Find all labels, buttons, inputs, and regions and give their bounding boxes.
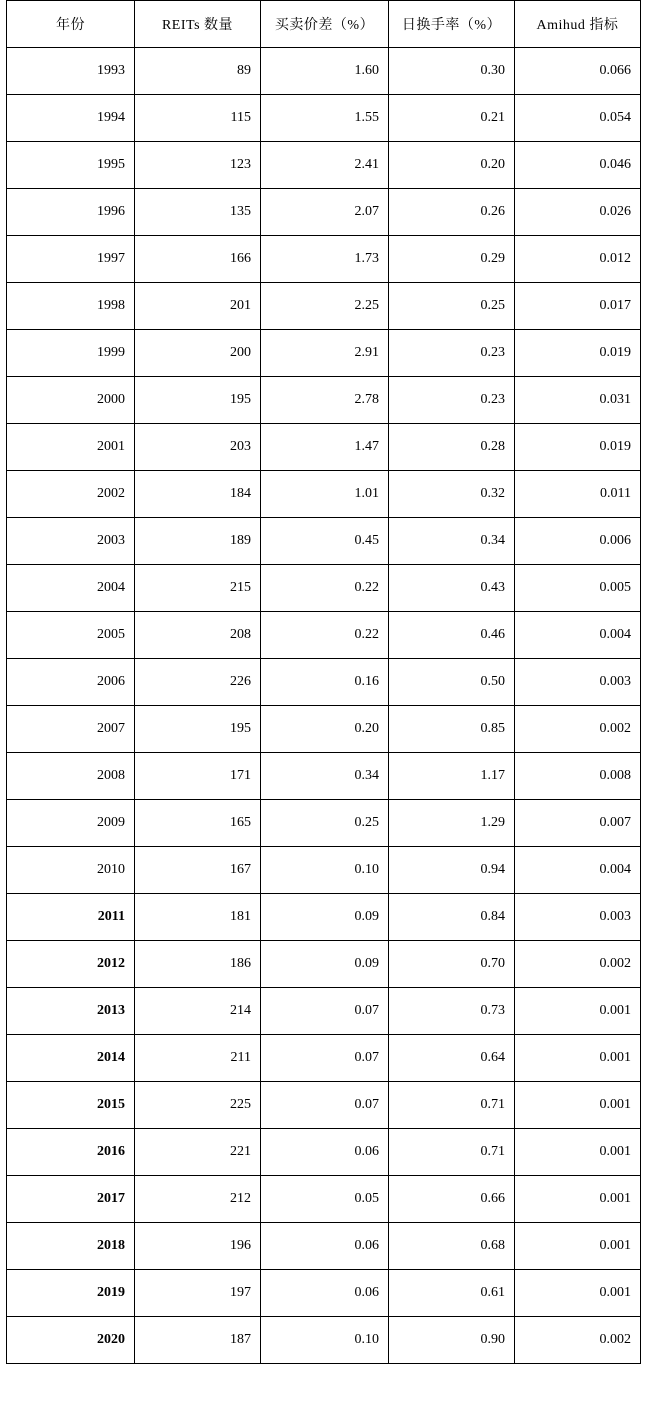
column-header-count: REITs 数量	[135, 1, 261, 48]
cell-turnover: 0.25	[389, 283, 515, 330]
cell-turnover: 0.85	[389, 706, 515, 753]
cell-amihud: 0.046	[515, 142, 641, 189]
cell-turnover: 0.46	[389, 612, 515, 659]
cell-year: 1998	[7, 283, 135, 330]
cell-year: 2001	[7, 424, 135, 471]
cell-count: 189	[135, 518, 261, 565]
table-row	[7, 706, 641, 753]
cell-amihud: 0.026	[515, 189, 641, 236]
cell-count: 208	[135, 612, 261, 659]
cell-amihud: 0.012	[515, 236, 641, 283]
cell-turnover: 0.30	[389, 48, 515, 95]
cell-spread: 0.20	[261, 706, 389, 753]
cell-spread: 0.06	[261, 1270, 389, 1317]
cell-amihud: 0.006	[515, 518, 641, 565]
table-row	[7, 1270, 641, 1317]
cell-year: 2009	[7, 800, 135, 847]
table-row	[7, 894, 641, 941]
cell-count: 166	[135, 236, 261, 283]
table-row	[7, 612, 641, 659]
cell-turnover: 0.68	[389, 1223, 515, 1270]
cell-amihud: 0.001	[515, 988, 641, 1035]
cell-year: 1995	[7, 142, 135, 189]
table-header-row	[7, 1, 641, 48]
cell-amihud: 0.011	[515, 471, 641, 518]
cell-spread: 1.60	[261, 48, 389, 95]
cell-turnover: 0.94	[389, 847, 515, 894]
cell-turnover: 0.64	[389, 1035, 515, 1082]
table-row	[7, 988, 641, 1035]
cell-year: 2004	[7, 565, 135, 612]
cell-spread: 1.55	[261, 95, 389, 142]
cell-turnover: 0.71	[389, 1082, 515, 1129]
cell-year: 1999	[7, 330, 135, 377]
cell-turnover: 0.73	[389, 988, 515, 1035]
cell-amihud: 0.066	[515, 48, 641, 95]
cell-amihud: 0.003	[515, 894, 641, 941]
table-row	[7, 941, 641, 988]
cell-turnover: 0.66	[389, 1176, 515, 1223]
cell-amihud: 0.008	[515, 753, 641, 800]
table-row	[7, 236, 641, 283]
table-body	[7, 48, 641, 1364]
cell-count: 212	[135, 1176, 261, 1223]
cell-amihud: 0.019	[515, 424, 641, 471]
column-header-spread: 买卖价差（%）	[261, 1, 389, 48]
cell-count: 115	[135, 95, 261, 142]
cell-count: 211	[135, 1035, 261, 1082]
cell-turnover: 0.21	[389, 95, 515, 142]
table-row	[7, 1035, 641, 1082]
cell-amihud: 0.004	[515, 612, 641, 659]
cell-spread: 0.06	[261, 1223, 389, 1270]
cell-amihud: 0.001	[515, 1129, 641, 1176]
cell-amihud: 0.001	[515, 1176, 641, 1223]
cell-count: 201	[135, 283, 261, 330]
cell-count: 123	[135, 142, 261, 189]
cell-amihud: 0.017	[515, 283, 641, 330]
cell-year: 2003	[7, 518, 135, 565]
cell-turnover: 0.70	[389, 941, 515, 988]
cell-year: 2017	[7, 1176, 135, 1223]
cell-spread: 2.78	[261, 377, 389, 424]
cell-turnover: 1.17	[389, 753, 515, 800]
cell-year: 2019	[7, 1270, 135, 1317]
table-row	[7, 753, 641, 800]
table-row	[7, 565, 641, 612]
cell-year: 2007	[7, 706, 135, 753]
cell-count: 187	[135, 1317, 261, 1364]
cell-year: 2016	[7, 1129, 135, 1176]
cell-year: 2008	[7, 753, 135, 800]
table-row	[7, 1176, 641, 1223]
table-row	[7, 847, 641, 894]
cell-turnover: 0.43	[389, 565, 515, 612]
cell-year: 2013	[7, 988, 135, 1035]
cell-count: 200	[135, 330, 261, 377]
cell-spread: 1.73	[261, 236, 389, 283]
cell-count: 221	[135, 1129, 261, 1176]
cell-amihud: 0.054	[515, 95, 641, 142]
cell-year: 2012	[7, 941, 135, 988]
cell-spread: 0.07	[261, 1035, 389, 1082]
table-row	[7, 424, 641, 471]
cell-spread: 0.16	[261, 659, 389, 706]
cell-count: 184	[135, 471, 261, 518]
table-row	[7, 95, 641, 142]
cell-turnover: 0.71	[389, 1129, 515, 1176]
cell-spread: 0.06	[261, 1129, 389, 1176]
cell-amihud: 0.001	[515, 1035, 641, 1082]
cell-count: 89	[135, 48, 261, 95]
cell-spread: 0.05	[261, 1176, 389, 1223]
cell-turnover: 0.23	[389, 330, 515, 377]
table-row	[7, 1082, 641, 1129]
table-row	[7, 1317, 641, 1364]
cell-turnover: 1.29	[389, 800, 515, 847]
reits-liquidity-table	[6, 0, 641, 1364]
cell-amihud: 0.002	[515, 706, 641, 753]
cell-year: 2011	[7, 894, 135, 941]
cell-count: 197	[135, 1270, 261, 1317]
cell-spread: 1.01	[261, 471, 389, 518]
cell-amihud: 0.019	[515, 330, 641, 377]
cell-year: 1996	[7, 189, 135, 236]
cell-year: 2014	[7, 1035, 135, 1082]
cell-spread: 2.91	[261, 330, 389, 377]
cell-year: 2002	[7, 471, 135, 518]
cell-year: 1993	[7, 48, 135, 95]
cell-turnover: 0.20	[389, 142, 515, 189]
cell-spread: 0.10	[261, 1317, 389, 1364]
cell-amihud: 0.002	[515, 1317, 641, 1364]
cell-count: 165	[135, 800, 261, 847]
table-row	[7, 48, 641, 95]
cell-spread: 2.07	[261, 189, 389, 236]
cell-year: 2010	[7, 847, 135, 894]
cell-count: 195	[135, 706, 261, 753]
column-header-turnover: 日换手率（%）	[389, 1, 515, 48]
table-row	[7, 659, 641, 706]
table-row	[7, 377, 641, 424]
cell-amihud: 0.031	[515, 377, 641, 424]
cell-spread: 0.22	[261, 565, 389, 612]
cell-amihud: 0.002	[515, 941, 641, 988]
column-header-amihud: Amihud 指标	[515, 1, 641, 48]
cell-year: 2020	[7, 1317, 135, 1364]
cell-year: 1997	[7, 236, 135, 283]
cell-spread: 0.09	[261, 941, 389, 988]
table-row	[7, 1129, 641, 1176]
cell-year: 2000	[7, 377, 135, 424]
cell-turnover: 0.61	[389, 1270, 515, 1317]
cell-count: 167	[135, 847, 261, 894]
cell-amihud: 0.007	[515, 800, 641, 847]
cell-year: 2018	[7, 1223, 135, 1270]
table-row	[7, 142, 641, 189]
cell-spread: 1.47	[261, 424, 389, 471]
cell-amihud: 0.001	[515, 1082, 641, 1129]
cell-count: 214	[135, 988, 261, 1035]
cell-spread: 0.25	[261, 800, 389, 847]
cell-year: 1994	[7, 95, 135, 142]
table-header	[7, 1, 641, 48]
cell-amihud: 0.003	[515, 659, 641, 706]
cell-spread: 2.41	[261, 142, 389, 189]
cell-spread: 0.07	[261, 988, 389, 1035]
cell-turnover: 0.28	[389, 424, 515, 471]
cell-turnover: 0.29	[389, 236, 515, 283]
cell-count: 195	[135, 377, 261, 424]
cell-count: 226	[135, 659, 261, 706]
cell-amihud: 0.004	[515, 847, 641, 894]
cell-count: 171	[135, 753, 261, 800]
cell-amihud: 0.001	[515, 1223, 641, 1270]
cell-count: 186	[135, 941, 261, 988]
cell-turnover: 0.90	[389, 1317, 515, 1364]
table-row	[7, 800, 641, 847]
cell-spread: 0.10	[261, 847, 389, 894]
column-header-year: 年份	[7, 1, 135, 48]
cell-spread: 0.45	[261, 518, 389, 565]
cell-count: 181	[135, 894, 261, 941]
cell-spread: 0.22	[261, 612, 389, 659]
cell-turnover: 0.26	[389, 189, 515, 236]
cell-year: 2006	[7, 659, 135, 706]
cell-amihud: 0.001	[515, 1270, 641, 1317]
cell-count: 135	[135, 189, 261, 236]
cell-turnover: 0.34	[389, 518, 515, 565]
table-row	[7, 471, 641, 518]
cell-count: 203	[135, 424, 261, 471]
table-row	[7, 330, 641, 377]
cell-spread: 0.07	[261, 1082, 389, 1129]
table-row	[7, 518, 641, 565]
table-row	[7, 1223, 641, 1270]
cell-spread: 2.25	[261, 283, 389, 330]
cell-count: 225	[135, 1082, 261, 1129]
cell-spread: 0.09	[261, 894, 389, 941]
cell-count: 196	[135, 1223, 261, 1270]
table-row	[7, 189, 641, 236]
table-row	[7, 283, 641, 330]
cell-turnover: 0.50	[389, 659, 515, 706]
cell-count: 215	[135, 565, 261, 612]
cell-turnover: 0.32	[389, 471, 515, 518]
cell-turnover: 0.84	[389, 894, 515, 941]
cell-turnover: 0.23	[389, 377, 515, 424]
cell-spread: 0.34	[261, 753, 389, 800]
cell-year: 2005	[7, 612, 135, 659]
cell-year: 2015	[7, 1082, 135, 1129]
cell-amihud: 0.005	[515, 565, 641, 612]
